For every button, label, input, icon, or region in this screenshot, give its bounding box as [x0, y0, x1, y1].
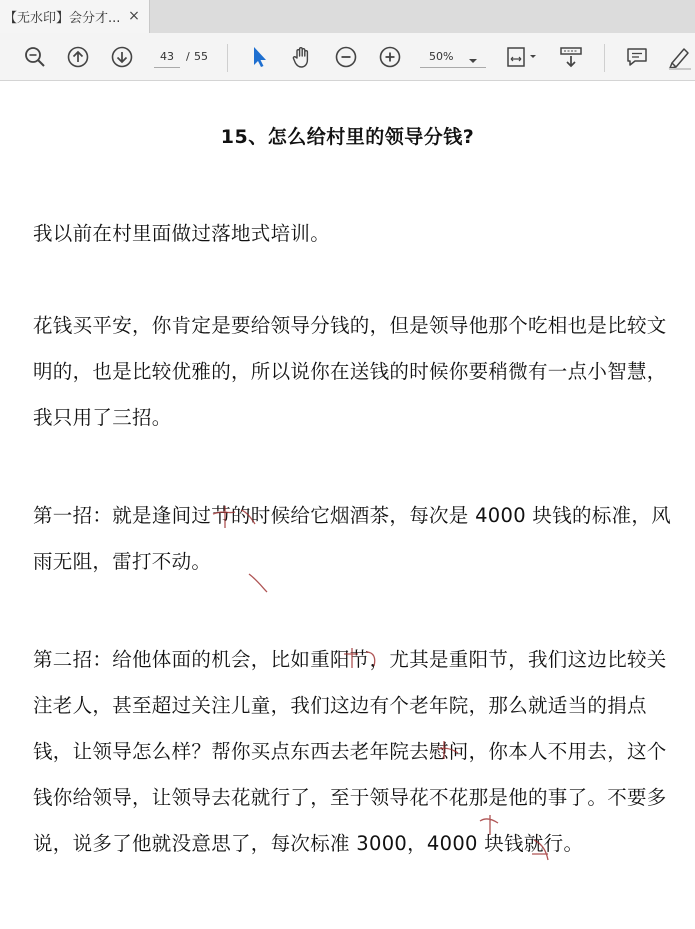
fit-page-icon[interactable]: [503, 44, 539, 70]
comment-icon[interactable]: [624, 44, 650, 70]
page-number-input[interactable]: [154, 46, 180, 68]
paragraph-2: 花钱买平安，你肯定是要给领导分钱的，但是领导他那个吃相也是比较文明的，也是比较优雅的，所以说你在送钱的时候你要稍微有一点小智慧，我只用了三招。: [33, 314, 667, 429]
arrow-down-circle-icon[interactable]: [109, 44, 135, 70]
highlight-icon[interactable]: [666, 44, 692, 70]
document-tab[interactable]: [0, 0, 150, 33]
search-icon[interactable]: [22, 44, 48, 70]
pdf-toolbar: [0, 33, 695, 81]
zoom-select[interactable]: [420, 46, 486, 68]
document-page: [0, 82, 695, 929]
select-cursor-icon[interactable]: [246, 44, 272, 70]
section-title: 15、怎么给村里的领导分钱?: [220, 126, 475, 148]
zoom-in-icon[interactable]: [377, 44, 403, 70]
page-separator: /: [186, 50, 190, 63]
hand-icon[interactable]: [289, 44, 315, 70]
tab-title: 【无水印】会分才...: [4, 11, 121, 26]
chevron-down-icon: [468, 51, 478, 70]
paragraph-3: 第一招：就是逢间过节的时候给它烟酒茶，每次是 4000 块钱的标准，风雨无阻，雷打不动。: [33, 504, 672, 573]
arrow-up-circle-icon[interactable]: [65, 44, 91, 70]
scroll-mode-icon[interactable]: [558, 44, 584, 70]
zoom-out-icon[interactable]: [333, 44, 359, 70]
tab-bar: [0, 0, 695, 33]
toolbar-divider: [227, 44, 228, 72]
zoom-value: 50%: [429, 50, 454, 63]
paragraph-4: 第二招：给他体面的机会，比如重阳节，尤其是重阳节，我们这边比较关注老人，甚至超过关注儿童，我们这边有个老年院，那么就适当的捐点钱，让领导怎么样？帮你买点东西去老年院去慰问，你本人不用去，这个钱你给领导，让领导去花就行了，至于领导花不花那是他的事了。不要多说，说多了他就没意思了，每次标准 3000，4000 块钱就行。: [33, 648, 667, 855]
tab-close-icon[interactable]: ×: [128, 8, 140, 24]
paragraph-1: 我以前在村里面做过落地式培训。: [33, 222, 331, 245]
toolbar-divider: [604, 44, 605, 72]
total-pages: 55: [194, 50, 208, 63]
